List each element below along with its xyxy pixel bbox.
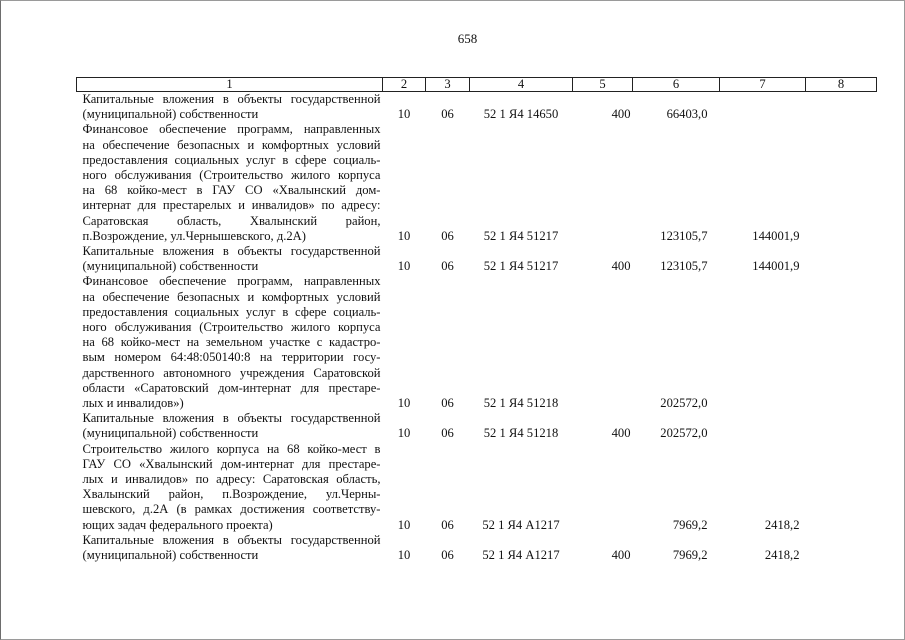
amount-col-7 — [720, 274, 806, 411]
amount-col-6: 123105,7 — [660, 228, 708, 243]
description-line: (муниципальной) собственности — [82, 426, 259, 441]
section-code: 10 — [397, 396, 411, 411]
expense-type-code — [573, 274, 633, 411]
description-line: вым номером 64:48:050140:8 на территории госу- — [82, 350, 381, 365]
subsection-code: 06 — [441, 517, 454, 532]
amount-col-6: 202572,0 — [660, 396, 708, 411]
expense-type-code — [573, 442, 633, 533]
header-col-5: 5 — [573, 78, 633, 92]
target-article-code: 52 1 Я4 51217 — [483, 228, 559, 243]
description-line: дарственного автономного учреждения Саратовской — [82, 365, 381, 380]
amount-col-7: 144001,9 — [752, 228, 800, 243]
amount-col-6: 7969,2 — [672, 548, 708, 563]
table-row — [77, 274, 877, 411]
amount-col-8 — [806, 122, 877, 244]
section-code: 10 — [397, 548, 411, 563]
subsection-code: 06 — [441, 228, 454, 243]
target-article-code: 52 1 Я4 А1217 — [482, 548, 560, 563]
table-row — [77, 411, 877, 441]
table-row — [77, 122, 877, 244]
amount-col-8 — [806, 92, 877, 123]
expense-type-code: 400 — [611, 426, 631, 441]
description-line: на 68 койко-мест в ГАУ СО «Хвалынский дом- — [82, 183, 381, 198]
target-article-code: 52 1 Я4 14650 — [483, 107, 559, 122]
description-line: предоставления социальных услуг в сфере социаль- — [82, 304, 381, 319]
target-article-code: 52 1 Я4 51218 — [483, 396, 559, 411]
page-number: 658 — [457, 31, 478, 46]
subsection-code: 06 — [441, 396, 454, 411]
description-line: ного обслуживания (Строительство жилого корпуса — [82, 168, 381, 183]
row-description — [77, 274, 383, 411]
description-line: Капитальные вложения в объекты государственной — [82, 411, 381, 426]
header-col-8: 8 — [806, 78, 877, 92]
header-col-4: 4 — [470, 78, 573, 92]
description-line: ного обслуживания (Строительство жилого корпуса — [82, 320, 381, 335]
description-line: на 68 койко-мест на земельном участке с кадастро- — [82, 335, 381, 350]
target-article-code: 52 1 Я4 51218 — [483, 426, 559, 441]
header-col-3: 3 — [426, 78, 470, 92]
table-body — [77, 92, 877, 564]
subsection-code: 06 — [441, 259, 454, 274]
description-line: (муниципальной) собственности — [82, 548, 259, 563]
amount-col-6: 123105,7 — [660, 259, 708, 274]
description-line: (муниципальной) собственности — [82, 259, 259, 274]
section-code: 10 — [397, 259, 411, 274]
expense-type-code: 400 — [611, 107, 631, 122]
description-line: на обеспечение безопасных и комфортных условий — [82, 137, 381, 152]
description-line: лых и инвалидов») — [82, 396, 184, 411]
amount-col-8 — [806, 244, 877, 274]
row-description — [77, 442, 383, 533]
description-line: Финансовое обеспечение программ, направленных — [82, 122, 381, 137]
amount-col-8 — [806, 442, 877, 533]
section-code: 10 — [397, 517, 411, 532]
header-col-1: 1 — [77, 78, 383, 92]
description-line: интернат для престарелых и инвалидов» по адресу: — [82, 198, 381, 213]
subsection-code: 06 — [441, 426, 454, 441]
header-row — [77, 78, 877, 92]
amount-col-7: 2418,2 — [764, 548, 800, 563]
description-line: Капитальные вложения в объекты государственной — [82, 532, 381, 547]
subsection-code: 06 — [441, 548, 454, 563]
section-code: 10 — [397, 107, 411, 122]
description-line: ГАУ СО «Хвалынский дом-интернат для престаре- — [82, 456, 381, 471]
row-description — [77, 411, 383, 441]
description-line: Капитальные вложения в объекты государственной — [82, 244, 381, 259]
amount-col-7 — [720, 411, 806, 441]
expense-type-code: 400 — [611, 548, 631, 563]
amount-col-8 — [806, 274, 877, 411]
table-row — [77, 533, 877, 563]
amount-col-6: 7969,2 — [672, 517, 708, 532]
amount-col-8 — [806, 533, 877, 563]
description-line: на обеспечение безопасных и комфортных условий — [82, 289, 381, 304]
description-line: шевского, д.2А (в рамках достижения соответству- — [82, 502, 381, 517]
header-col-7: 7 — [720, 78, 806, 92]
description-line: Строительство жилого корпуса на 68 койко-мест в — [82, 441, 381, 456]
target-article-code: 52 1 Я4 51217 — [483, 259, 559, 274]
amount-col-6: 202572,0 — [660, 426, 708, 441]
amount-col-8 — [806, 411, 877, 441]
row-description — [77, 92, 383, 123]
description-line: лых и инвалидов» по адресу: Саратовская область, — [82, 472, 381, 487]
description-line: (муниципальной) собственности — [82, 107, 259, 122]
row-description — [77, 244, 383, 274]
expense-type-code — [573, 122, 633, 244]
amount-col-6: 66403,0 — [666, 107, 708, 122]
amount-col-7: 2418,2 — [764, 517, 800, 532]
row-description — [77, 122, 383, 244]
description-line: ющих задач федерального проекта) — [82, 517, 273, 532]
section-code: 10 — [397, 228, 411, 243]
table-row — [77, 442, 877, 533]
subsection-code: 06 — [441, 107, 454, 122]
target-article-code: 52 1 Я4 А1217 — [482, 517, 560, 532]
budget-table — [76, 77, 877, 563]
row-description — [77, 533, 383, 563]
section-code: 10 — [397, 426, 411, 441]
header-col-6: 6 — [633, 78, 720, 92]
description-line: Капитальные вложения в объекты государственной — [82, 92, 381, 106]
amount-col-7 — [720, 92, 806, 123]
amount-col-7: 144001,9 — [752, 259, 800, 274]
expense-type-code: 400 — [611, 259, 631, 274]
description-line: предоставления социальных услуг в сфере социаль- — [82, 152, 381, 167]
header-col-2: 2 — [383, 78, 426, 92]
table-row — [77, 244, 877, 274]
table-row — [77, 92, 877, 123]
description-line: Хвалынский район, п.Возрождение, ул.Черны- — [82, 487, 381, 502]
description-line: Саратовская область, Хвалынский район, — [82, 213, 381, 228]
description-line: п.Возрождение, ул.Чернышевского, д.2А) — [82, 228, 306, 243]
description-line: области «Саратовский дом-интернат для престаре- — [82, 380, 381, 395]
description-line: Финансовое обеспечение программ, направленных — [82, 274, 381, 289]
